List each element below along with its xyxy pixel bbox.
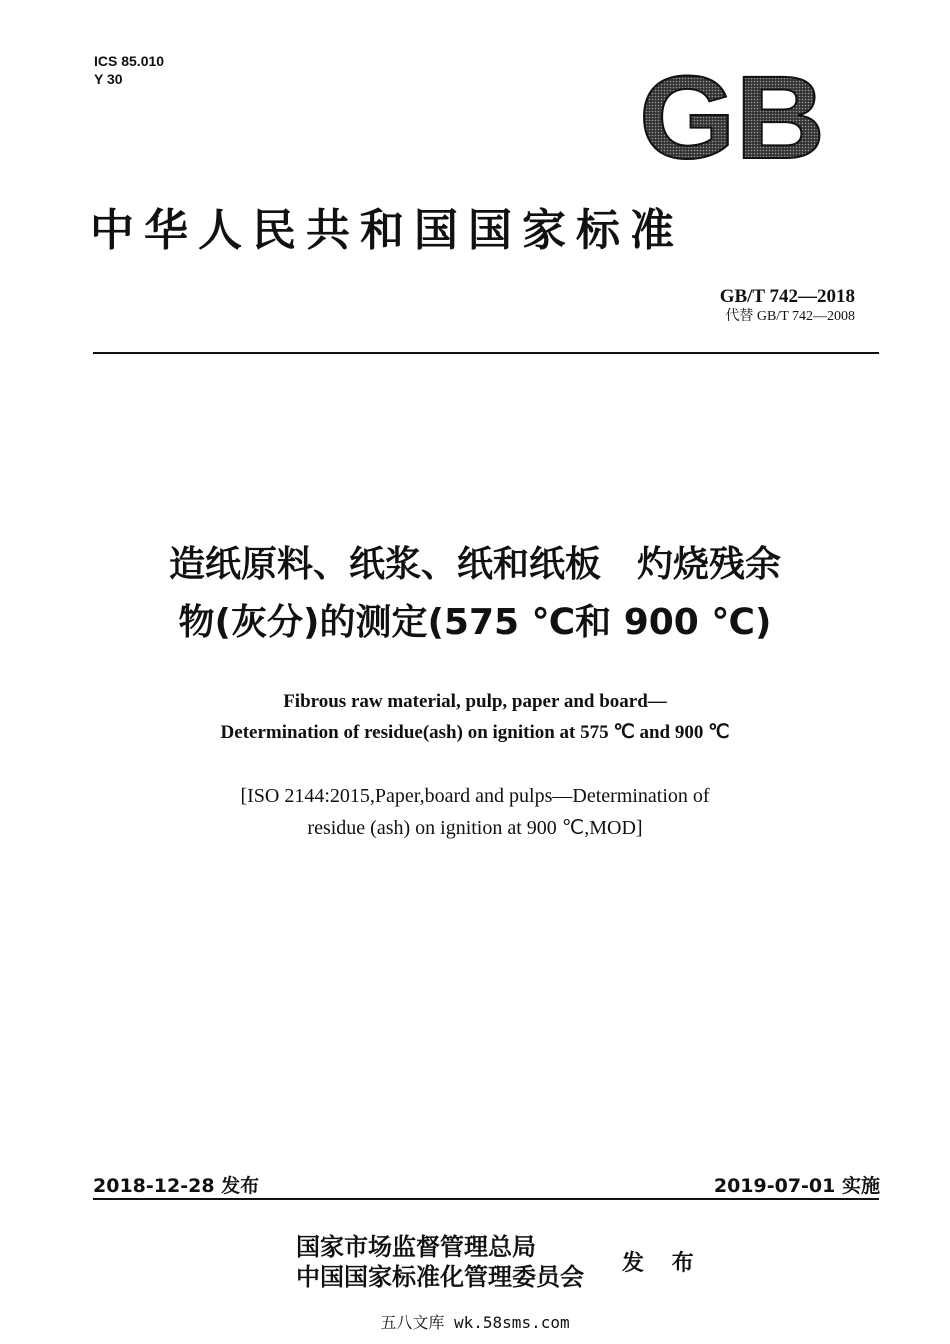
iso-reference-line2: residue (ash) on ignition at 900 ℃,MOD] (307, 817, 643, 839)
english-title (0, 686, 950, 748)
iso-reference (0, 780, 950, 844)
replaces-standard: 代替 GB/T 742—2008 (725, 309, 855, 324)
watermark-footer: 五八文库 wk.58sms.com (380, 1313, 570, 1332)
issued-label: 发 布 (622, 1250, 704, 1276)
gb-logo-text: GB (639, 68, 825, 166)
ics-code: ICS 85.010 (94, 53, 165, 69)
issuing-authorities (296, 1232, 584, 1292)
english-title-line2: Determination of residue(ash) on ignition at 575 ℃ and 900 ℃ (220, 722, 730, 743)
gb-logo (636, 68, 828, 166)
chinese-title-line2: 物(灰分)的测定(575 ℃和 900 ℃) (178, 602, 772, 643)
classification-codes (94, 52, 164, 88)
chinese-title-line1: 造纸原料、纸浆、纸和纸板 灼烧残余 (168, 544, 781, 585)
english-title-line1: Fibrous raw material, pulp, paper and board— (283, 691, 667, 712)
issuer-sac: 中国国家标准化管理委员会 (296, 1262, 584, 1291)
standard-number: GB/T 742—2018 (719, 286, 855, 307)
national-standard-heading: 中华人民共和国国家标准 (90, 205, 684, 256)
ccs-code: Y 30 (94, 71, 123, 87)
issuer-samr: 国家市场监督管理总局 (296, 1232, 536, 1261)
chinese-title (0, 536, 950, 652)
issue-date: 2018-12-28 发布 (93, 1175, 260, 1197)
bottom-rule (93, 1198, 879, 1200)
top-rule (93, 352, 879, 354)
standard-number-block (720, 286, 855, 326)
iso-reference-line1: [ISO 2144:2015,Paper,board and pulps—Determination of (240, 785, 710, 807)
effective-date: 2019-07-01 实施 (713, 1175, 880, 1197)
